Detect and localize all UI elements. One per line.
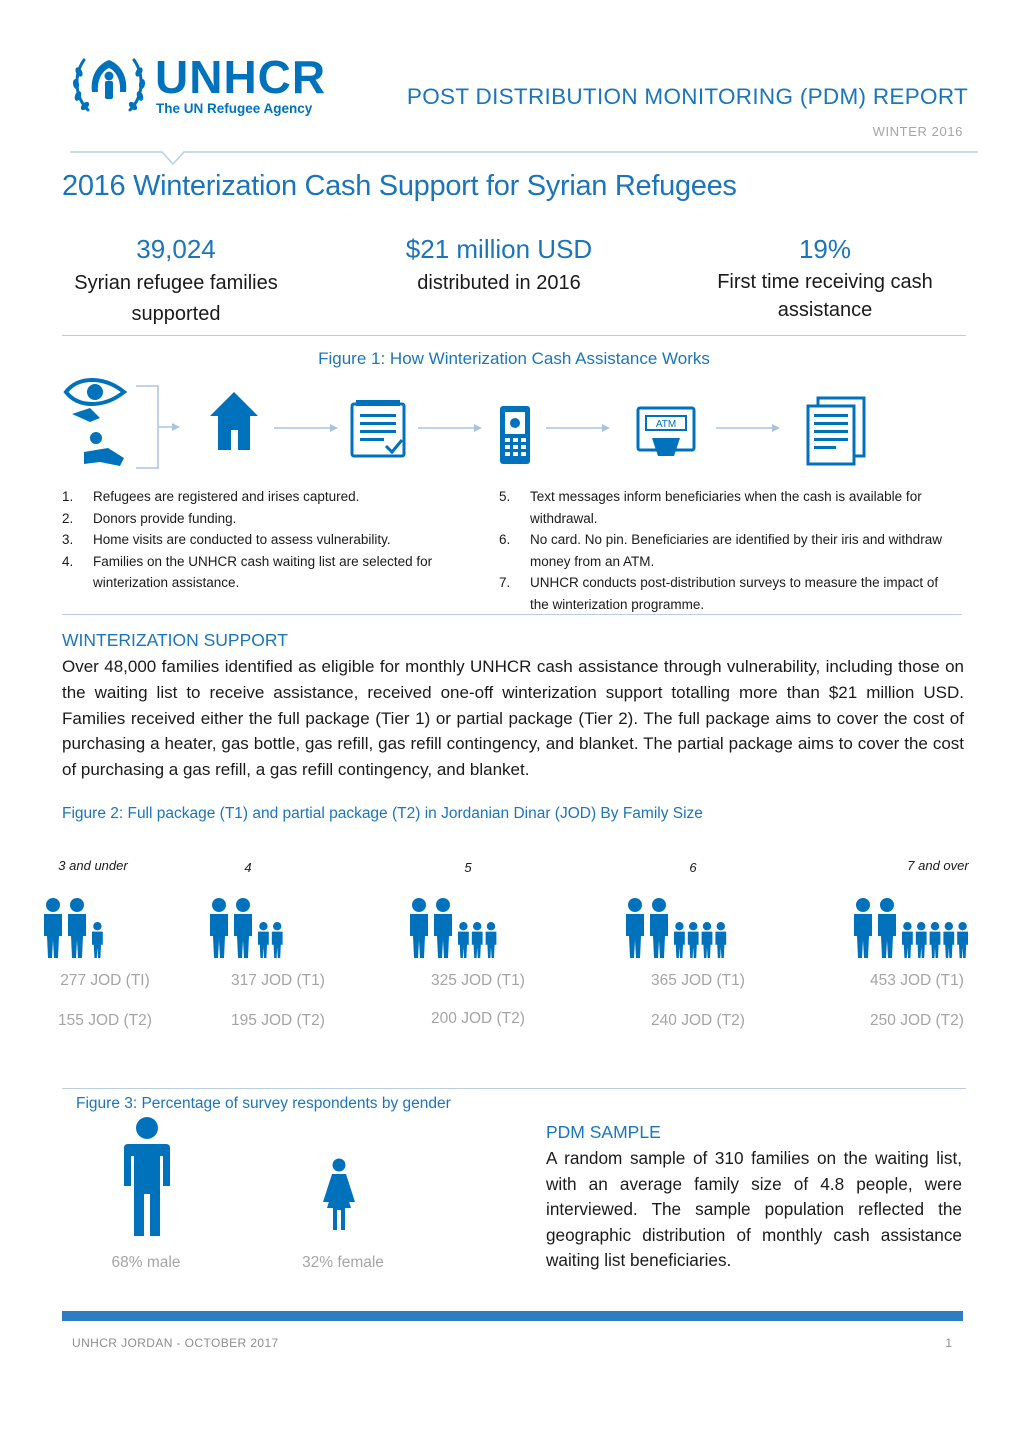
list-item: 6. No card. No pin. Beneficiaries are identified by their iris and withdraw money from an ATM. xyxy=(499,532,942,569)
price-t2: 195 JOD (T2) xyxy=(231,1012,325,1029)
list-item: 4. Families on the UNHCR cash waiting list are selected for winterization assistance. xyxy=(62,553,433,590)
family-group-icon xyxy=(44,898,103,958)
male-icon xyxy=(120,1116,174,1238)
price-t2: 155 JOD (T2) xyxy=(58,1012,152,1029)
price-t2: 200 JOD (T2) xyxy=(431,1010,525,1027)
unhcr-logo-icon xyxy=(70,52,148,118)
list-item: 5. Text messages inform beneficiaries when the cash is available for withdrawal. xyxy=(499,489,922,526)
stat-label: First time receiving cash assistance xyxy=(717,271,933,321)
figure1-flow xyxy=(60,370,880,475)
stat-families xyxy=(45,234,307,330)
stat-value: $21 million USD xyxy=(405,234,593,264)
family-group-icon xyxy=(210,898,283,958)
figure2-title: Figure 2: Full package (T1) and partial package (T2) in Jordanian Dinar (JOD) By Family Size xyxy=(62,805,703,822)
footer-bar xyxy=(62,1311,963,1321)
price-t1: 277 JOD (TI) xyxy=(60,972,150,989)
family-group-icon xyxy=(854,898,968,958)
stat-value: 39,024 xyxy=(136,234,216,264)
female-share-label: 32% female xyxy=(302,1254,384,1271)
atm-icon xyxy=(638,408,694,456)
logo-subtitle: The UN Refugee Agency xyxy=(156,101,313,116)
price-t1: 317 JOD (T1) xyxy=(231,972,325,989)
divider xyxy=(62,614,962,615)
svg-text:ATM: ATM xyxy=(655,419,677,430)
family-group-icon xyxy=(410,898,496,958)
family-icons xyxy=(30,876,1020,962)
figure1-steps-left xyxy=(62,486,462,594)
receipt-icon xyxy=(808,398,864,464)
figure3-title: Figure 3: Percentage of survey respondents by gender xyxy=(76,1095,451,1112)
list-item: 1. Refugees are registered and irises captured. xyxy=(62,489,360,504)
page-title: 2016 Winterization Cash Support for Syrian Refugees xyxy=(62,170,737,202)
winterization-body: Over 48,000 families identified as eligible for monthly UNHCR cash assistance through vulnerability, including those on the waiting list to receive assistance, received one-off winterization support totalling more than $21 million USD. Families received either the full package (Tier 1) or partial package (Tier 2). The full package aims to cover the cost of purchasing a heater, gas bottle, gas refill, gas refill contingency, and blanket. The partial package aims to cover the cost of purchasing a gas refill, a gas refill contingency, and blanket. xyxy=(62,657,964,780)
list-item: 7. UNHCR conducts post-distribution surveys to measure the impact of the winterization programme. xyxy=(499,575,939,612)
stat-label: distributed in 2016 xyxy=(417,272,581,294)
eye-icon xyxy=(66,380,124,404)
footer-text: UNHCR JORDAN - OCTOBER 2017 xyxy=(72,1336,279,1350)
figure1-title: Figure 1: How Winterization Cash Assistance Works xyxy=(318,349,710,368)
logo-name: UNHCR xyxy=(155,51,327,103)
edition-label: WINTER 2016 xyxy=(872,124,963,139)
hand-coin-icon xyxy=(72,408,124,466)
header-divider xyxy=(70,150,980,170)
family-size-label: 7 and over xyxy=(907,858,969,873)
price-t2: 240 JOD (T2) xyxy=(651,1012,745,1029)
divider xyxy=(62,1088,966,1089)
pdm-sample-title: PDM SAMPLE xyxy=(546,1122,661,1142)
figure1-steps-right xyxy=(499,486,949,615)
list-item: 3. Home visits are conducted to assess vulnerability. xyxy=(62,532,391,547)
family-size-label: 3 and under xyxy=(58,858,128,873)
list-item: 2. Donors provide funding. xyxy=(62,510,237,526)
winterization-title: WINTERIZATION SUPPORT xyxy=(62,630,288,650)
page-number: 1 xyxy=(945,1336,952,1350)
male-share-label: 68% male xyxy=(111,1254,181,1271)
family-size-label: 6 xyxy=(689,860,697,875)
price-t2: 250 JOD (T2) xyxy=(870,1012,964,1029)
family-size-label: 5 xyxy=(464,860,472,875)
mobile-phone-icon xyxy=(500,406,530,464)
stat-first-time xyxy=(690,234,960,324)
price-t1: 325 JOD (T1) xyxy=(431,972,525,989)
price-t1: 453 JOD (T1) xyxy=(870,972,964,989)
price-t1: 365 JOD (T1) xyxy=(651,972,745,989)
female-icon xyxy=(321,1158,357,1232)
divider xyxy=(62,335,966,336)
stat-label: Syrian refugee families supported xyxy=(74,272,278,325)
family-size-label: 4 xyxy=(244,860,252,875)
home-icon xyxy=(210,392,258,450)
family-group-icon xyxy=(626,898,726,958)
stat-distributed xyxy=(368,234,630,299)
stat-value: 19% xyxy=(798,234,852,264)
document-icon xyxy=(352,400,404,456)
report-title: POST DISTRIBUTION MONITORING (PDM) REPORT xyxy=(406,84,968,109)
pdm-sample-body: A random sample of 310 families on the waiting list, with an average family size of 4.8 people, were interviewed. The sample population reflected the geographic distribution of monthly cash assistance waiting list beneficiaries. xyxy=(546,1148,962,1270)
